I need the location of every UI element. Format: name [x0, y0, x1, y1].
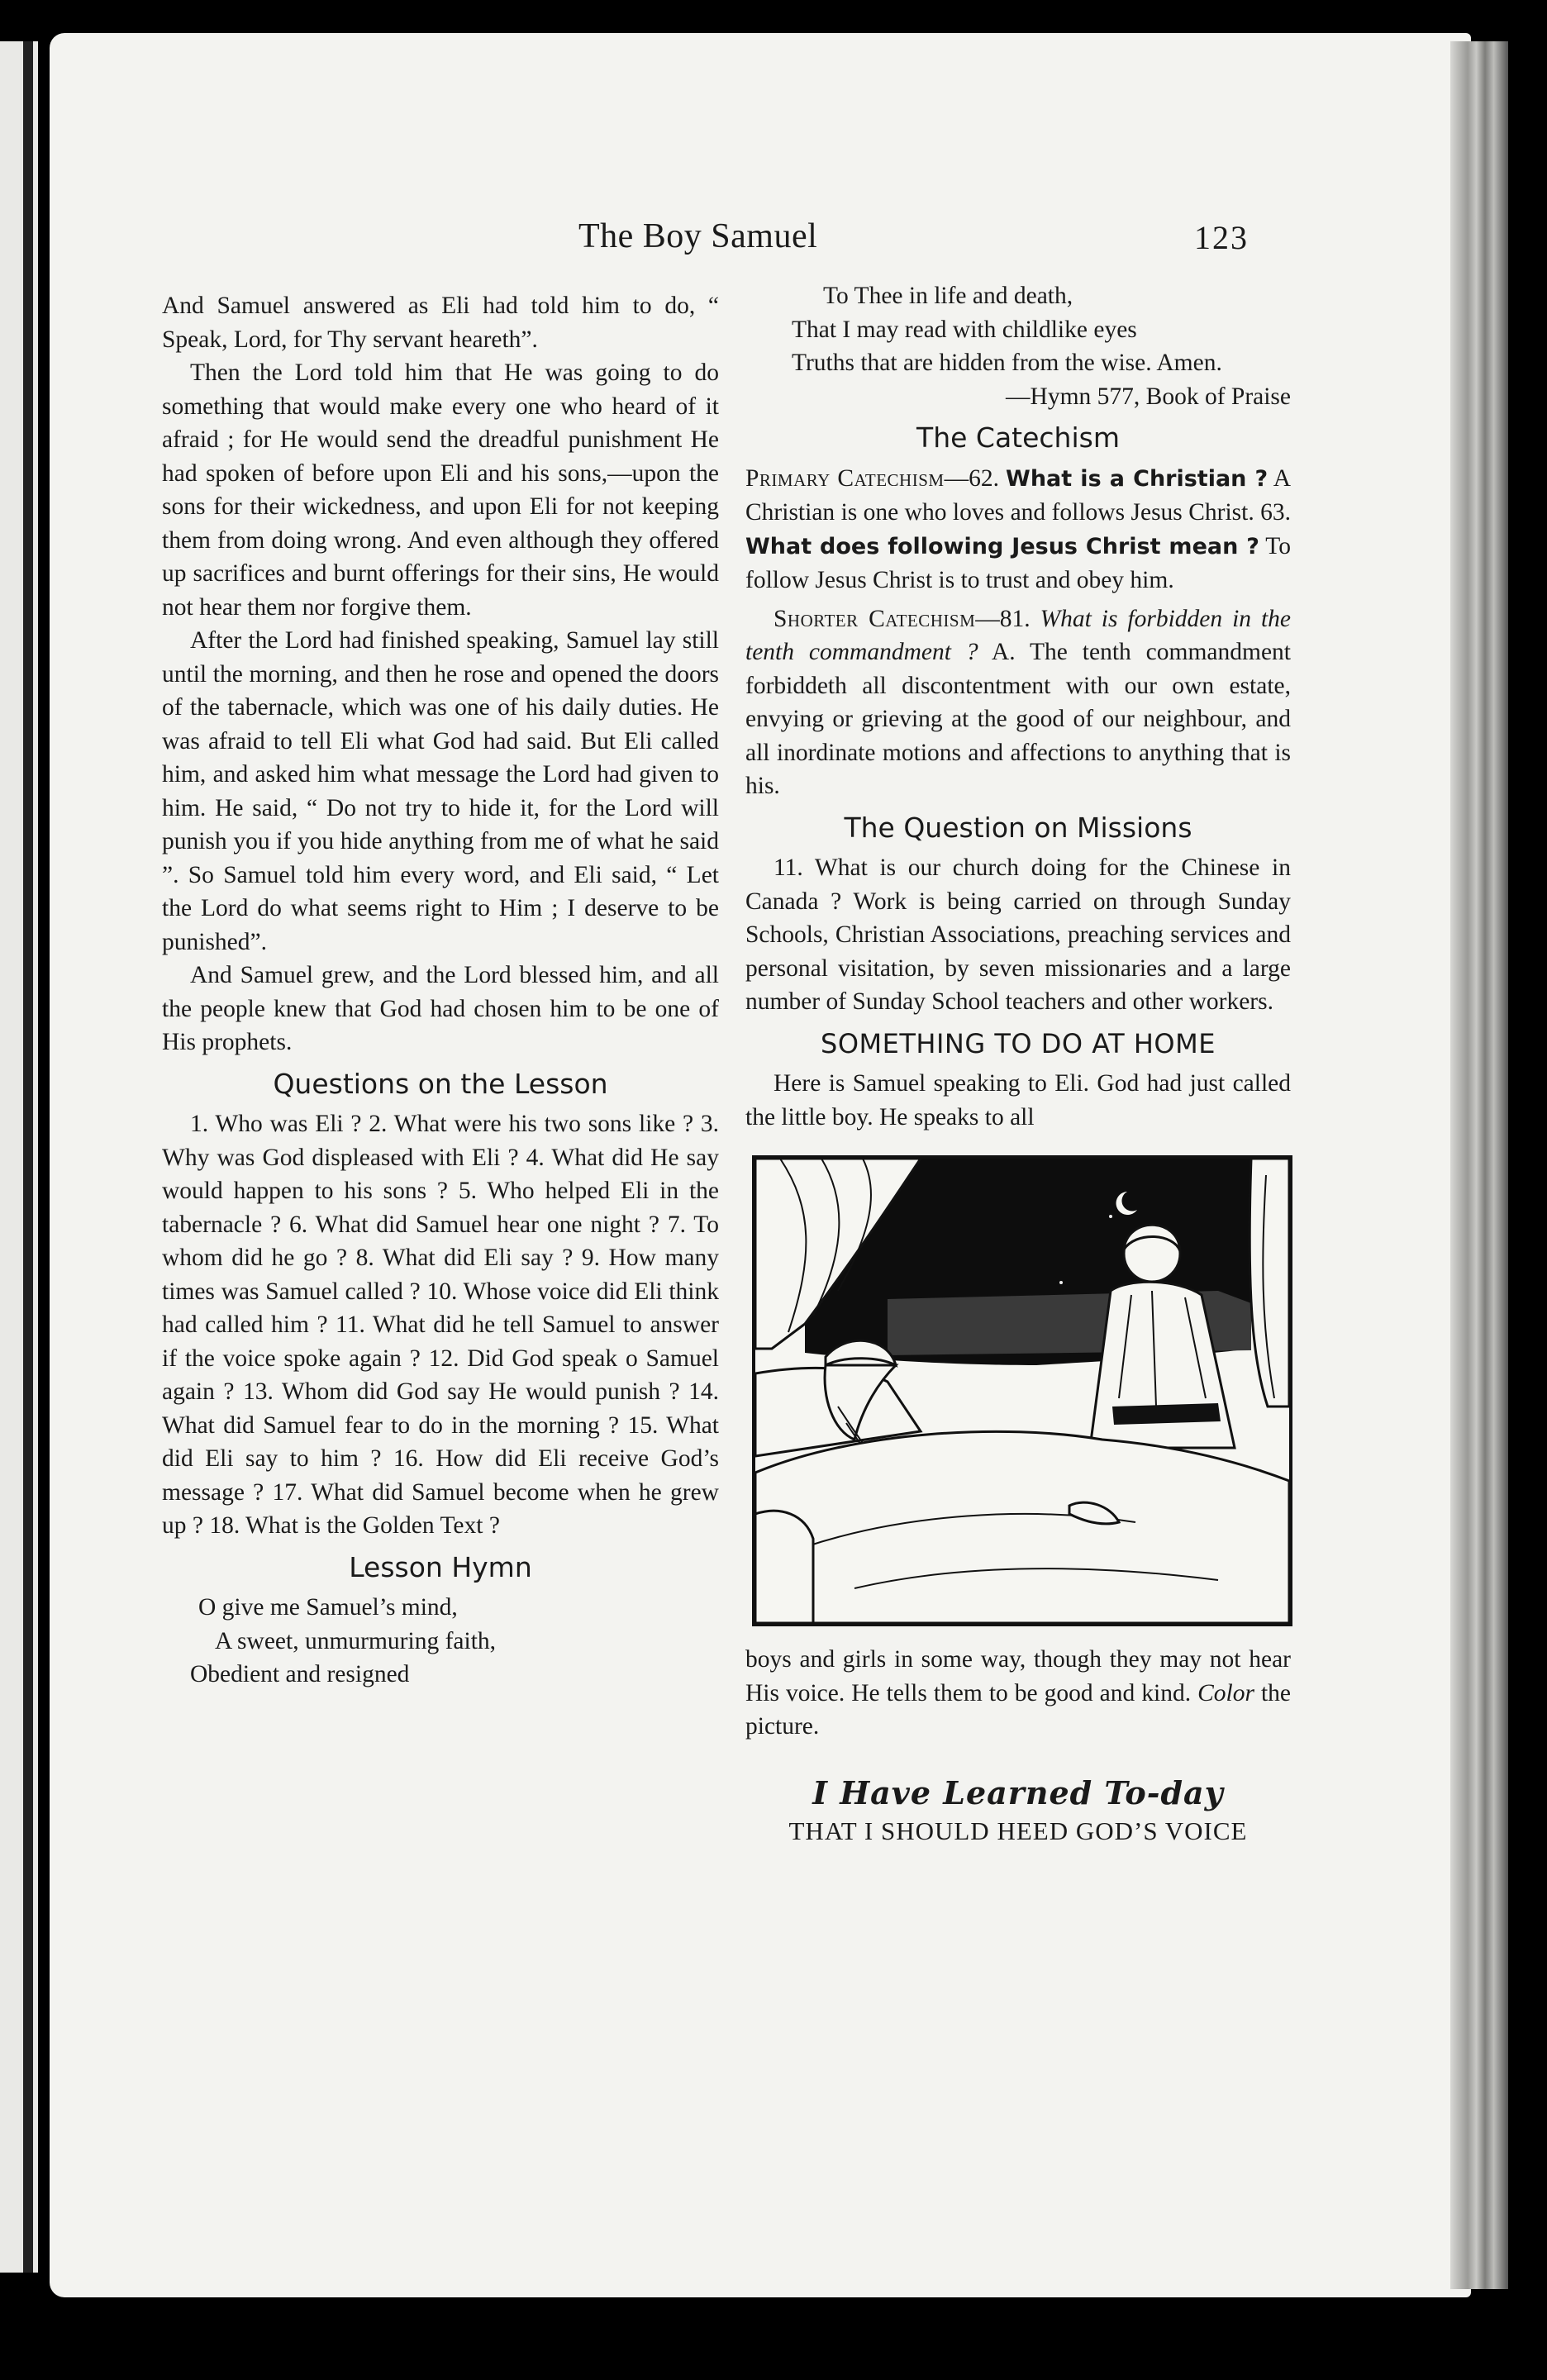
running-title: The Boy Samuel — [578, 217, 818, 255]
catechism-question: What is forbidden in the tenth commandment ? — [745, 605, 1291, 665]
question-number: —62. — [944, 464, 999, 492]
questions-text: 1. Who was Eli ? 2. What were his two sons like ? 3. Why was God displeased with Eli ? 4. What did He say would happen to his sons ? 5. Who helped Eli in the tabernacle ? 6. What did Samuel hear one night ? 7. To whom did he go ? 8. What did Eli say ? 9. How many times was Samuel called ? 10. Whose voice did Eli think had called him ? 11. What did he tell Samuel to answer if the voice spoke again ? 12. Did God speak o Samuel again ? 13. Whom did God say He would punish ? 14. What did Samuel fear to do in the morning ? 15. What did Eli say to him ? 16. How did Eli receive God’s message ? 17. What did Samuel become when he grew up ? 18. What is the Golden Text ? — [162, 1111, 719, 1539]
learned-heading: I Have Learned To-day — [812, 1773, 1224, 1811]
color-instruction: Color — [1197, 1679, 1254, 1706]
hymn-line: To Thee in life and death, — [823, 283, 1073, 309]
catechism-answer: To follow Jesus Christ is to trust and obey him. — [745, 532, 1291, 593]
shorter-catechism — [745, 602, 1291, 803]
hymn-line: A sweet, unmurmuring faith, — [215, 1627, 497, 1654]
book-page-edges — [1450, 41, 1508, 2289]
hymn-line: O give me Samuel’s mind, — [198, 1594, 458, 1621]
home-text: the picture. — [745, 1679, 1292, 1740]
catechism-answer: A Christian is one who loves and follows Jesus Christ. — [745, 464, 1291, 526]
paragraph: And Samuel grew, and the Lord blessed him, and all the people knew that God had chosen him to be one of His prophets. — [162, 962, 719, 1055]
question-number: 63. — [1260, 499, 1291, 526]
hymn-line: That I may read with childlike eyes — [792, 316, 1137, 343]
learned-text: THAT I SHOULD HEED GOD’S VOICE — [788, 1816, 1248, 1845]
adjacent-page-edge — [0, 41, 38, 2273]
illustration-samuel-and-eli — [752, 1155, 1292, 1626]
paragraph: Then the Lord told him that He was going to do something that would make every one who heard of it afraid ; for He would send the dreadful punishment He had spoken of before upon Eli and his sons,—upon the sons for their wickedness, and upon Eli for not keeping them from doing wrong. And even although they offered up sacrifices and burnt offerings for their sins, He would not hear them nor forgive them. — [162, 359, 719, 621]
hymn-heading: Lesson Hymn — [349, 1550, 532, 1583]
hymn-attribution: —Hymn 577, Book of Praise — [1006, 383, 1291, 410]
catechism-question: What is a Christian ? — [1006, 465, 1269, 492]
hymn-line: Truths that are hidden from the wise. Amen. — [792, 350, 1222, 376]
hymn-line: Obedient and resigned — [190, 1661, 410, 1687]
missions-text: 11. What is our church doing for the Chinese in Canada ? Work is being carried on through Sunday Schools, Christian Associations, preaching services and personal visitation, by seven missionaries and a large number of Sunday School teachers and other workers. — [745, 854, 1291, 1015]
paragraph: And Samuel answered as Eli had told him to do, “ Speak, Lord, for Thy servant heareth”. — [162, 293, 719, 353]
page-number: 123 — [1194, 219, 1249, 256]
primary-catechism-label: Primary Catechism — [745, 464, 945, 492]
missions-heading: The Question on Missions — [844, 811, 1192, 844]
questions-heading: Questions on the Lesson — [273, 1067, 608, 1100]
catechism-heading: The Catechism — [916, 421, 1120, 454]
shorter-catechism-label: Shorter Catechism — [774, 605, 976, 632]
catechism-question: What does following Jesus Christ mean ? — [745, 533, 1259, 559]
primary-catechism — [745, 462, 1291, 597]
home-text-continued — [745, 1643, 1291, 1744]
home-text: boys and girls in some way, though they may not hear His voice. He tells them to be good and kind. — [745, 1646, 1291, 1706]
page-header — [578, 217, 1322, 266]
left-column — [162, 289, 719, 1692]
right-column — [745, 279, 1291, 1849]
catechism-answer: A. The tenth commandment forbiddeth all discontentment with our own estate, envying or grieving at the good of our neighbour, and all inordinate motions and affections to anything that is his. — [745, 639, 1291, 799]
home-text: Here is Samuel speaking to Eli. God had just called the little boy. He speaks to all — [745, 1070, 1291, 1130]
home-heading: SOMETHING TO DO AT HOME — [821, 1027, 1216, 1059]
paragraph: After the Lord had finished speaking, Samuel lay still until the morning, and then he rose and opened the doors of the tabernacle, which was one of his daily duties. He was afraid to tell Eli what God had said. But Eli called him, and asked him what message the Lord had given to him. He said, “ Do not try to hide it, for the Lord will punish you if you hide anything from me of what he said ”. So Samuel told him every word, and Eli said, “ Let the Lord do what seems right to Him ; I deserve to be punished”. — [162, 627, 719, 955]
question-number: —81. — [975, 605, 1031, 632]
